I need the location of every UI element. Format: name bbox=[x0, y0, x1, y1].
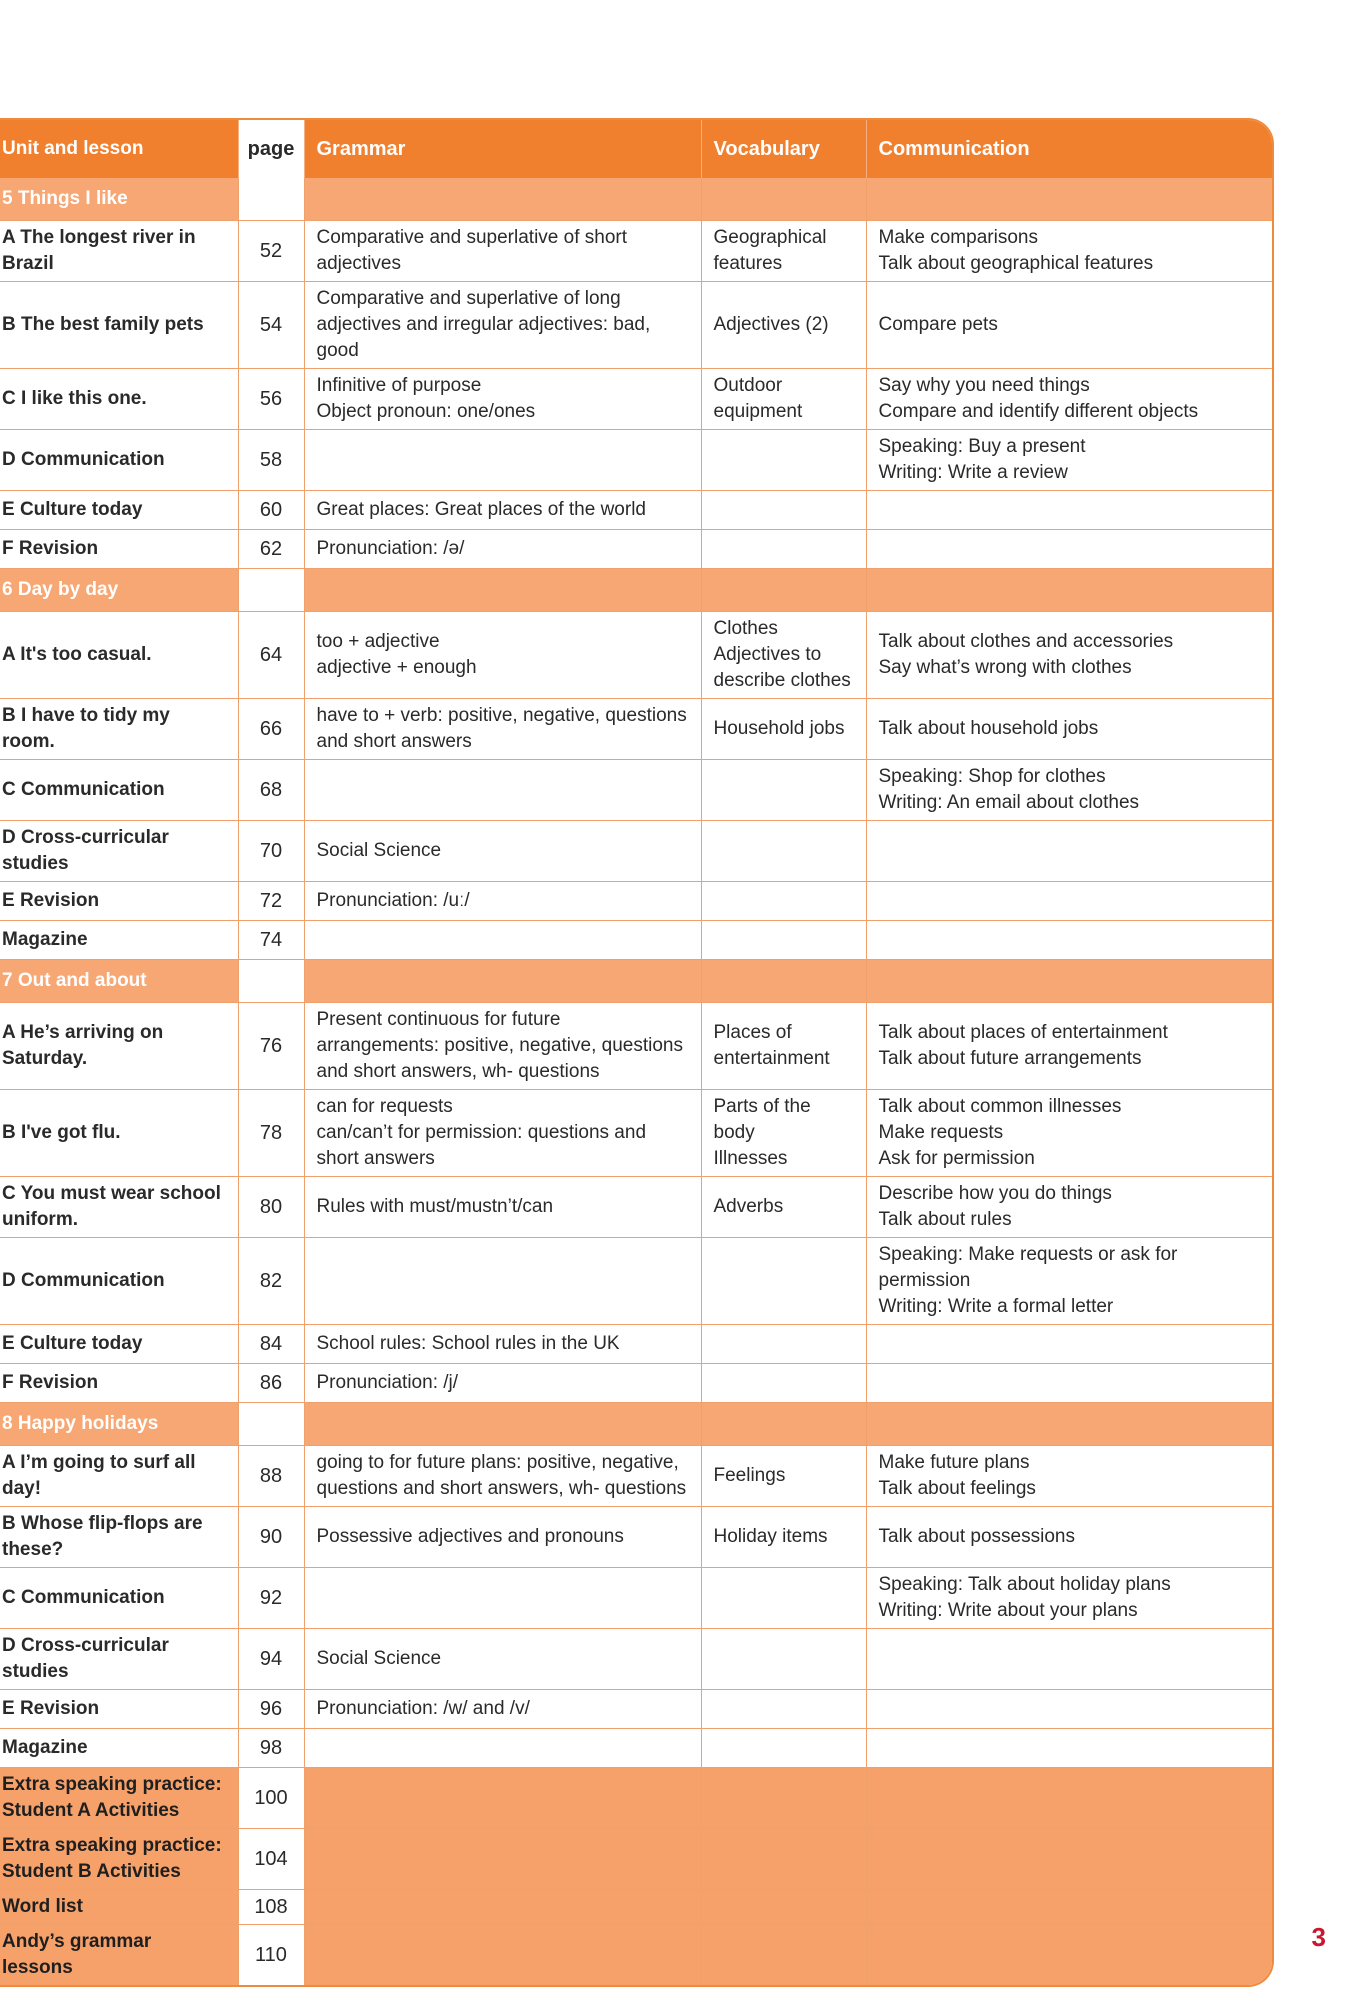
unit-cell: B The best family pets bbox=[0, 282, 238, 369]
page-cell: 76 bbox=[238, 1003, 304, 1090]
grammar-cell: Comparative and superlative of long adjectives and irregular adjectives: bad, good bbox=[304, 282, 701, 369]
table-row bbox=[0, 1829, 1272, 1890]
communication-cell bbox=[866, 1890, 1272, 1925]
communication-cell bbox=[866, 960, 1272, 1003]
vocabulary-cell bbox=[701, 1690, 866, 1729]
page-cell: 88 bbox=[238, 1446, 304, 1507]
table-row bbox=[0, 760, 1272, 821]
unit-cell: Magazine bbox=[0, 1729, 238, 1768]
vocabulary-cell bbox=[701, 1364, 866, 1403]
contents-table-container bbox=[0, 118, 1274, 1987]
page-cell: 96 bbox=[238, 1690, 304, 1729]
unit-cell: E Revision bbox=[0, 1690, 238, 1729]
vocabulary-cell: Clothes Adjectives to describe clothes bbox=[701, 612, 866, 699]
grammar-cell bbox=[304, 1403, 701, 1446]
communication-cell: Compare pets bbox=[866, 282, 1272, 369]
page-cell: 90 bbox=[238, 1507, 304, 1568]
vocabulary-cell bbox=[701, 882, 866, 921]
unit-cell: F Revision bbox=[0, 530, 238, 569]
grammar-cell: Great places: Great places of the world bbox=[304, 491, 701, 530]
unit-cell: A I’m going to surf all day! bbox=[0, 1446, 238, 1507]
grammar-cell: have to + verb: positive, negative, questions and short answers bbox=[304, 699, 701, 760]
grammar-cell bbox=[304, 430, 701, 491]
unit-cell: C Communication bbox=[0, 1568, 238, 1629]
unit-cell: Word list bbox=[0, 1890, 238, 1925]
table-row bbox=[0, 1177, 1272, 1238]
communication-cell bbox=[866, 821, 1272, 882]
unit-cell: A It's too casual. bbox=[0, 612, 238, 699]
vocabulary-cell: Holiday items bbox=[701, 1507, 866, 1568]
unit-cell: B I've got flu. bbox=[0, 1090, 238, 1177]
page-cell: 54 bbox=[238, 282, 304, 369]
page-cell: 80 bbox=[238, 1177, 304, 1238]
page-cell: 58 bbox=[238, 430, 304, 491]
unit-title-row bbox=[0, 178, 1272, 221]
table-row bbox=[0, 1890, 1272, 1925]
page-cell: 100 bbox=[238, 1768, 304, 1829]
grammar-cell: Social Science bbox=[304, 1629, 701, 1690]
unit-cell: Andy’s grammar lessons bbox=[0, 1925, 238, 1986]
header-grammar: Grammar bbox=[304, 120, 701, 178]
table-row bbox=[0, 221, 1272, 282]
communication-cell bbox=[866, 1325, 1272, 1364]
communication-cell bbox=[866, 1403, 1272, 1446]
vocabulary-cell bbox=[701, 530, 866, 569]
communication-cell: Speaking: Make requests or ask for permission Writing: Write a formal letter bbox=[866, 1238, 1272, 1325]
grammar-cell bbox=[304, 569, 701, 612]
page-cell: 86 bbox=[238, 1364, 304, 1403]
page-cell bbox=[238, 178, 304, 221]
vocabulary-cell bbox=[701, 178, 866, 221]
grammar-cell: Possessive adjectives and pronouns bbox=[304, 1507, 701, 1568]
communication-cell bbox=[866, 530, 1272, 569]
vocabulary-cell bbox=[701, 1729, 866, 1768]
vocabulary-cell: Parts of the body Illnesses bbox=[701, 1090, 866, 1177]
unit-title-row bbox=[0, 1403, 1272, 1446]
vocabulary-cell bbox=[701, 1890, 866, 1925]
grammar-cell bbox=[304, 921, 701, 960]
vocabulary-cell bbox=[701, 430, 866, 491]
unit-cell: C You must wear school uniform. bbox=[0, 1177, 238, 1238]
unit-cell: D Cross-curricular studies bbox=[0, 821, 238, 882]
communication-cell bbox=[866, 1629, 1272, 1690]
unit-cell: E Culture today bbox=[0, 1325, 238, 1364]
table-row bbox=[0, 699, 1272, 760]
grammar-cell: Social Science bbox=[304, 821, 701, 882]
vocabulary-cell bbox=[701, 760, 866, 821]
vocabulary-cell: Outdoor equipment bbox=[701, 369, 866, 430]
table-row bbox=[0, 530, 1272, 569]
communication-cell: Speaking: Talk about holiday plans Writing: Write about your plans bbox=[866, 1568, 1272, 1629]
table-row bbox=[0, 1690, 1272, 1729]
table-row bbox=[0, 821, 1272, 882]
vocabulary-cell: Adverbs bbox=[701, 1177, 866, 1238]
header-vocabulary: Vocabulary bbox=[701, 120, 866, 178]
grammar-cell bbox=[304, 1568, 701, 1629]
unit-cell: Magazine bbox=[0, 921, 238, 960]
contents-table bbox=[0, 120, 1272, 1985]
communication-cell: Talk about places of entertainment Talk about future arrangements bbox=[866, 1003, 1272, 1090]
communication-cell bbox=[866, 882, 1272, 921]
table-row bbox=[0, 1090, 1272, 1177]
unit-title-row bbox=[0, 569, 1272, 612]
page-cell: 94 bbox=[238, 1629, 304, 1690]
table-row bbox=[0, 1568, 1272, 1629]
table-row bbox=[0, 430, 1272, 491]
page-cell: 92 bbox=[238, 1568, 304, 1629]
vocabulary-cell bbox=[701, 1925, 866, 1986]
table-row bbox=[0, 921, 1272, 960]
unit-cell: 8 Happy holidays bbox=[0, 1403, 238, 1446]
grammar-cell bbox=[304, 178, 701, 221]
page-number: 3 bbox=[1311, 1922, 1326, 1952]
unit-cell: A The longest river in Brazil bbox=[0, 221, 238, 282]
grammar-cell: Comparative and superlative of short adjectives bbox=[304, 221, 701, 282]
grammar-cell bbox=[304, 1890, 701, 1925]
grammar-cell: Pronunciation: /uː/ bbox=[304, 882, 701, 921]
unit-cell: B I have to tidy my room. bbox=[0, 699, 238, 760]
page-cell: 98 bbox=[238, 1729, 304, 1768]
vocabulary-cell bbox=[701, 1829, 866, 1890]
header-unit-and-lesson: Unit and lesson bbox=[0, 120, 238, 178]
grammar-cell bbox=[304, 1768, 701, 1829]
header-page: page bbox=[238, 120, 304, 178]
grammar-cell bbox=[304, 760, 701, 821]
page-cell bbox=[238, 569, 304, 612]
grammar-cell bbox=[304, 1238, 701, 1325]
page-cell: 108 bbox=[238, 1890, 304, 1925]
communication-cell: Make comparisons Talk about geographical features bbox=[866, 221, 1272, 282]
table-header-row bbox=[0, 120, 1272, 178]
unit-cell: D Cross-curricular studies bbox=[0, 1629, 238, 1690]
table-body bbox=[0, 178, 1272, 1985]
vocabulary-cell: Household jobs bbox=[701, 699, 866, 760]
communication-cell: Make future plans Talk about feelings bbox=[866, 1446, 1272, 1507]
vocabulary-cell bbox=[701, 1325, 866, 1364]
page-cell: 74 bbox=[238, 921, 304, 960]
vocabulary-cell: Places of entertainment bbox=[701, 1003, 866, 1090]
communication-cell: Talk about common illnesses Make requests Ask for permission bbox=[866, 1090, 1272, 1177]
communication-cell bbox=[866, 1364, 1272, 1403]
table-row bbox=[0, 1003, 1272, 1090]
table-row bbox=[0, 1729, 1272, 1768]
grammar-cell bbox=[304, 960, 701, 1003]
page-cell: 82 bbox=[238, 1238, 304, 1325]
unit-cell: F Revision bbox=[0, 1364, 238, 1403]
communication-cell bbox=[866, 1925, 1272, 1986]
communication-cell bbox=[866, 1729, 1272, 1768]
vocabulary-cell bbox=[701, 1629, 866, 1690]
unit-cell: C Communication bbox=[0, 760, 238, 821]
grammar-cell: can for requests can/can’t for permission: questions and short answers bbox=[304, 1090, 701, 1177]
table-row bbox=[0, 491, 1272, 530]
communication-cell bbox=[866, 1690, 1272, 1729]
communication-cell: Talk about clothes and accessories Say what’s wrong with clothes bbox=[866, 612, 1272, 699]
communication-cell: Talk about household jobs bbox=[866, 699, 1272, 760]
grammar-cell: Pronunciation: /ə/ bbox=[304, 530, 701, 569]
vocabulary-cell: Adjectives (2) bbox=[701, 282, 866, 369]
table-row bbox=[0, 1446, 1272, 1507]
page-cell: 72 bbox=[238, 882, 304, 921]
unit-cell: 7 Out and about bbox=[0, 960, 238, 1003]
unit-cell: 5 Things I like bbox=[0, 178, 238, 221]
table-row bbox=[0, 1507, 1272, 1568]
page-cell: 66 bbox=[238, 699, 304, 760]
grammar-cell: going to for future plans: positive, negative, questions and short answers, wh- questions bbox=[304, 1446, 701, 1507]
grammar-cell: Rules with must/mustn’t/can bbox=[304, 1177, 701, 1238]
table-row bbox=[0, 282, 1272, 369]
vocabulary-cell bbox=[701, 569, 866, 612]
grammar-cell bbox=[304, 1829, 701, 1890]
grammar-cell bbox=[304, 1925, 701, 1986]
table-row bbox=[0, 1325, 1272, 1364]
page-cell: 62 bbox=[238, 530, 304, 569]
page-cell: 68 bbox=[238, 760, 304, 821]
communication-cell: Say why you need things Compare and identify different objects bbox=[866, 369, 1272, 430]
unit-cell: D Communication bbox=[0, 1238, 238, 1325]
table-row bbox=[0, 1768, 1272, 1829]
page-cell: 64 bbox=[238, 612, 304, 699]
unit-title-row bbox=[0, 960, 1272, 1003]
header-communication: Communication bbox=[866, 120, 1272, 178]
grammar-cell: Infinitive of purpose Object pronoun: one/ones bbox=[304, 369, 701, 430]
communication-cell: Speaking: Shop for clothes Writing: An email about clothes bbox=[866, 760, 1272, 821]
vocabulary-cell bbox=[701, 921, 866, 960]
vocabulary-cell bbox=[701, 491, 866, 530]
table-row bbox=[0, 1364, 1272, 1403]
page-cell: 60 bbox=[238, 491, 304, 530]
vocabulary-cell bbox=[701, 1568, 866, 1629]
unit-cell: A He’s arriving on Saturday. bbox=[0, 1003, 238, 1090]
page-cell: 104 bbox=[238, 1829, 304, 1890]
unit-cell: Extra speaking practice: Student A Activities bbox=[0, 1768, 238, 1829]
vocabulary-cell bbox=[701, 1768, 866, 1829]
table-row bbox=[0, 1238, 1272, 1325]
communication-cell bbox=[866, 921, 1272, 960]
communication-cell bbox=[866, 178, 1272, 221]
page-cell: 56 bbox=[238, 369, 304, 430]
unit-cell: 6 Day by day bbox=[0, 569, 238, 612]
page-cell: 52 bbox=[238, 221, 304, 282]
vocabulary-cell: Feelings bbox=[701, 1446, 866, 1507]
communication-cell: Describe how you do things Talk about rules bbox=[866, 1177, 1272, 1238]
communication-cell: Talk about possessions bbox=[866, 1507, 1272, 1568]
grammar-cell bbox=[304, 1729, 701, 1768]
page-cell: 78 bbox=[238, 1090, 304, 1177]
unit-cell: E Culture today bbox=[0, 491, 238, 530]
communication-cell bbox=[866, 1768, 1272, 1829]
unit-cell: E Revision bbox=[0, 882, 238, 921]
table-row bbox=[0, 882, 1272, 921]
communication-cell bbox=[866, 569, 1272, 612]
page-cell: 70 bbox=[238, 821, 304, 882]
table-row bbox=[0, 369, 1272, 430]
grammar-cell: Present continuous for future arrangements: positive, negative, questions and short answers, wh- questions bbox=[304, 1003, 701, 1090]
page-cell bbox=[238, 960, 304, 1003]
table-row bbox=[0, 1925, 1272, 1986]
unit-cell: C I like this one. bbox=[0, 369, 238, 430]
vocabulary-cell bbox=[701, 1403, 866, 1446]
communication-cell bbox=[866, 1829, 1272, 1890]
unit-cell: Extra speaking practice: Student B Activities bbox=[0, 1829, 238, 1890]
grammar-cell: Pronunciation: /j/ bbox=[304, 1364, 701, 1403]
unit-cell: B Whose flip-flops are these? bbox=[0, 1507, 238, 1568]
vocabulary-cell bbox=[701, 960, 866, 1003]
vocabulary-cell bbox=[701, 821, 866, 882]
vocabulary-cell bbox=[701, 1238, 866, 1325]
grammar-cell: too + adjective adjective + enough bbox=[304, 612, 701, 699]
page-cell: 84 bbox=[238, 1325, 304, 1364]
vocabulary-cell: Geographical features bbox=[701, 221, 866, 282]
communication-cell bbox=[866, 491, 1272, 530]
unit-cell: D Communication bbox=[0, 430, 238, 491]
page-cell bbox=[238, 1403, 304, 1446]
table-row bbox=[0, 1629, 1272, 1690]
table-row bbox=[0, 612, 1272, 699]
grammar-cell: Pronunciation: /w/ and /v/ bbox=[304, 1690, 701, 1729]
grammar-cell: School rules: School rules in the UK bbox=[304, 1325, 701, 1364]
communication-cell: Speaking: Buy a present Writing: Write a review bbox=[866, 430, 1272, 491]
page-cell: 110 bbox=[238, 1925, 304, 1986]
